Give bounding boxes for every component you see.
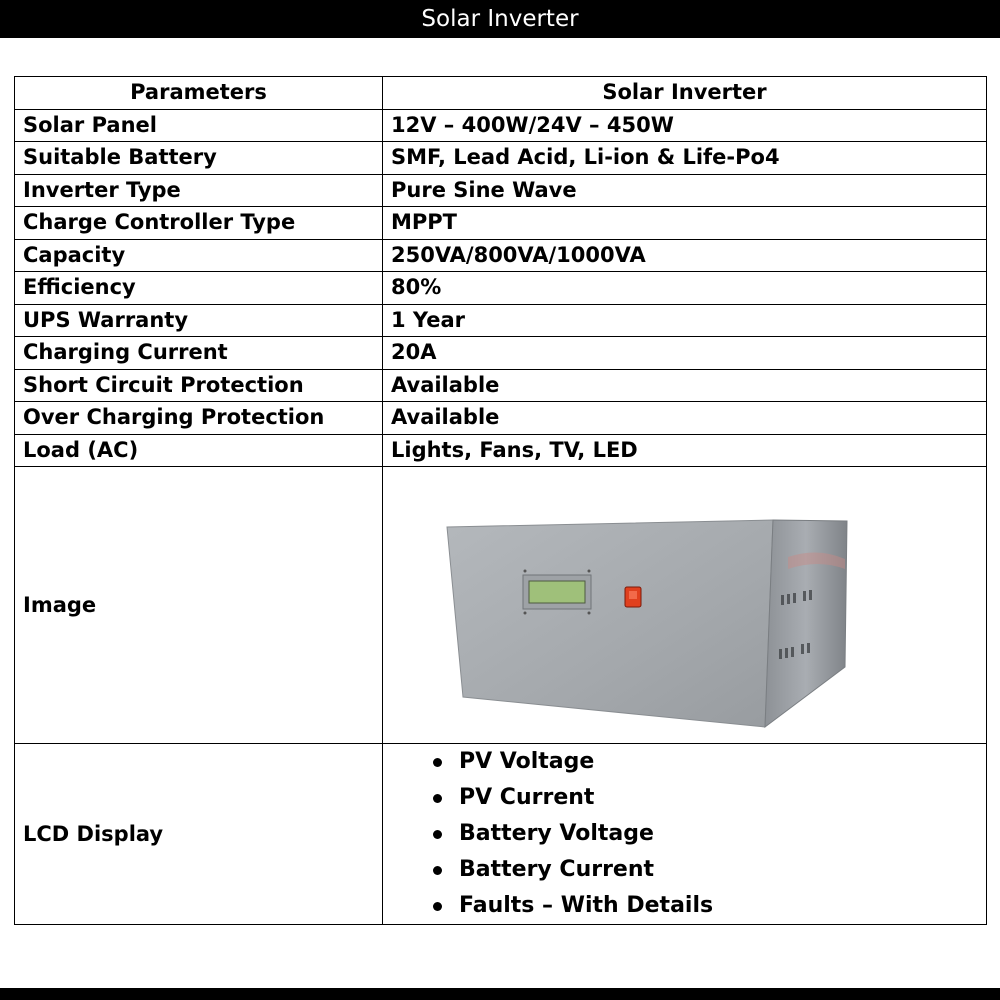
- bullet-icon: [433, 902, 442, 911]
- table-row: [15, 337, 987, 370]
- table-row: [15, 109, 987, 142]
- table-row: [15, 304, 987, 337]
- lcd-item-label: PV Current: [459, 785, 595, 810]
- lcd-item-label: Faults – With Details: [459, 893, 714, 918]
- value-cell: 20A: [383, 337, 987, 370]
- param-cell: Efficiency: [15, 272, 383, 305]
- value-cell: MPPT: [383, 207, 987, 240]
- value-cell: 12V – 400W/24V – 450W: [383, 109, 987, 142]
- bullet-icon: [433, 758, 442, 767]
- value-cell: 80%: [383, 272, 987, 305]
- list-item: [429, 780, 986, 816]
- value-cell: 250VA/800VA/1000VA: [383, 239, 987, 272]
- table-row: [15, 402, 987, 435]
- bottom-bar: [0, 988, 1000, 1000]
- header-solar-inverter: Solar Inverter: [383, 77, 987, 110]
- param-cell: Load (AC): [15, 434, 383, 467]
- table-header-row: [15, 77, 987, 110]
- param-cell-lcd: LCD Display: [15, 744, 383, 925]
- param-cell: UPS Warranty: [15, 304, 383, 337]
- table-row: [15, 239, 987, 272]
- lcd-item-label: PV Voltage: [459, 749, 595, 774]
- value-cell: Available: [383, 369, 987, 402]
- table-row: [15, 434, 987, 467]
- param-cell: Charging Current: [15, 337, 383, 370]
- header-parameters: Parameters: [15, 77, 383, 110]
- bullet-icon: [433, 866, 442, 875]
- list-item: [429, 888, 986, 924]
- table-row: [15, 207, 987, 240]
- page-title-bar: [0, 0, 1000, 38]
- table-row: [15, 174, 987, 207]
- bullet-icon: [433, 794, 442, 803]
- table-row-lcd: [15, 744, 987, 925]
- param-cell: Capacity: [15, 239, 383, 272]
- lcd-items-cell: [383, 744, 987, 925]
- value-cell: Lights, Fans, TV, LED: [383, 434, 987, 467]
- table-row: [15, 272, 987, 305]
- param-cell: Short Circuit Protection: [15, 369, 383, 402]
- table-row: [15, 369, 987, 402]
- lcd-item-label: Battery Current: [459, 857, 655, 882]
- lcd-item-label: Battery Voltage: [459, 821, 654, 846]
- lcd-display-list: [391, 744, 986, 924]
- value-cell: 1 Year: [383, 304, 987, 337]
- spec-table: [14, 76, 987, 925]
- list-item: [429, 744, 986, 780]
- inverter-product-image: [443, 517, 853, 732]
- product-image-cell: [383, 467, 987, 744]
- param-cell: Solar Panel: [15, 109, 383, 142]
- bullet-icon: [433, 830, 442, 839]
- table-row: [15, 142, 987, 175]
- list-item: [429, 816, 986, 852]
- list-item: [429, 852, 986, 888]
- table-row-image: [15, 467, 987, 744]
- value-cell: Available: [383, 402, 987, 435]
- value-cell: Pure Sine Wave: [383, 174, 987, 207]
- param-cell: Charge Controller Type: [15, 207, 383, 240]
- param-cell: Over Charging Protection: [15, 402, 383, 435]
- param-cell: Inverter Type: [15, 174, 383, 207]
- value-cell: SMF, Lead Acid, Li-ion & Life-Po4: [383, 142, 987, 175]
- param-cell-image: Image: [15, 467, 383, 744]
- page-title: Solar Inverter: [421, 6, 579, 32]
- param-cell: Suitable Battery: [15, 142, 383, 175]
